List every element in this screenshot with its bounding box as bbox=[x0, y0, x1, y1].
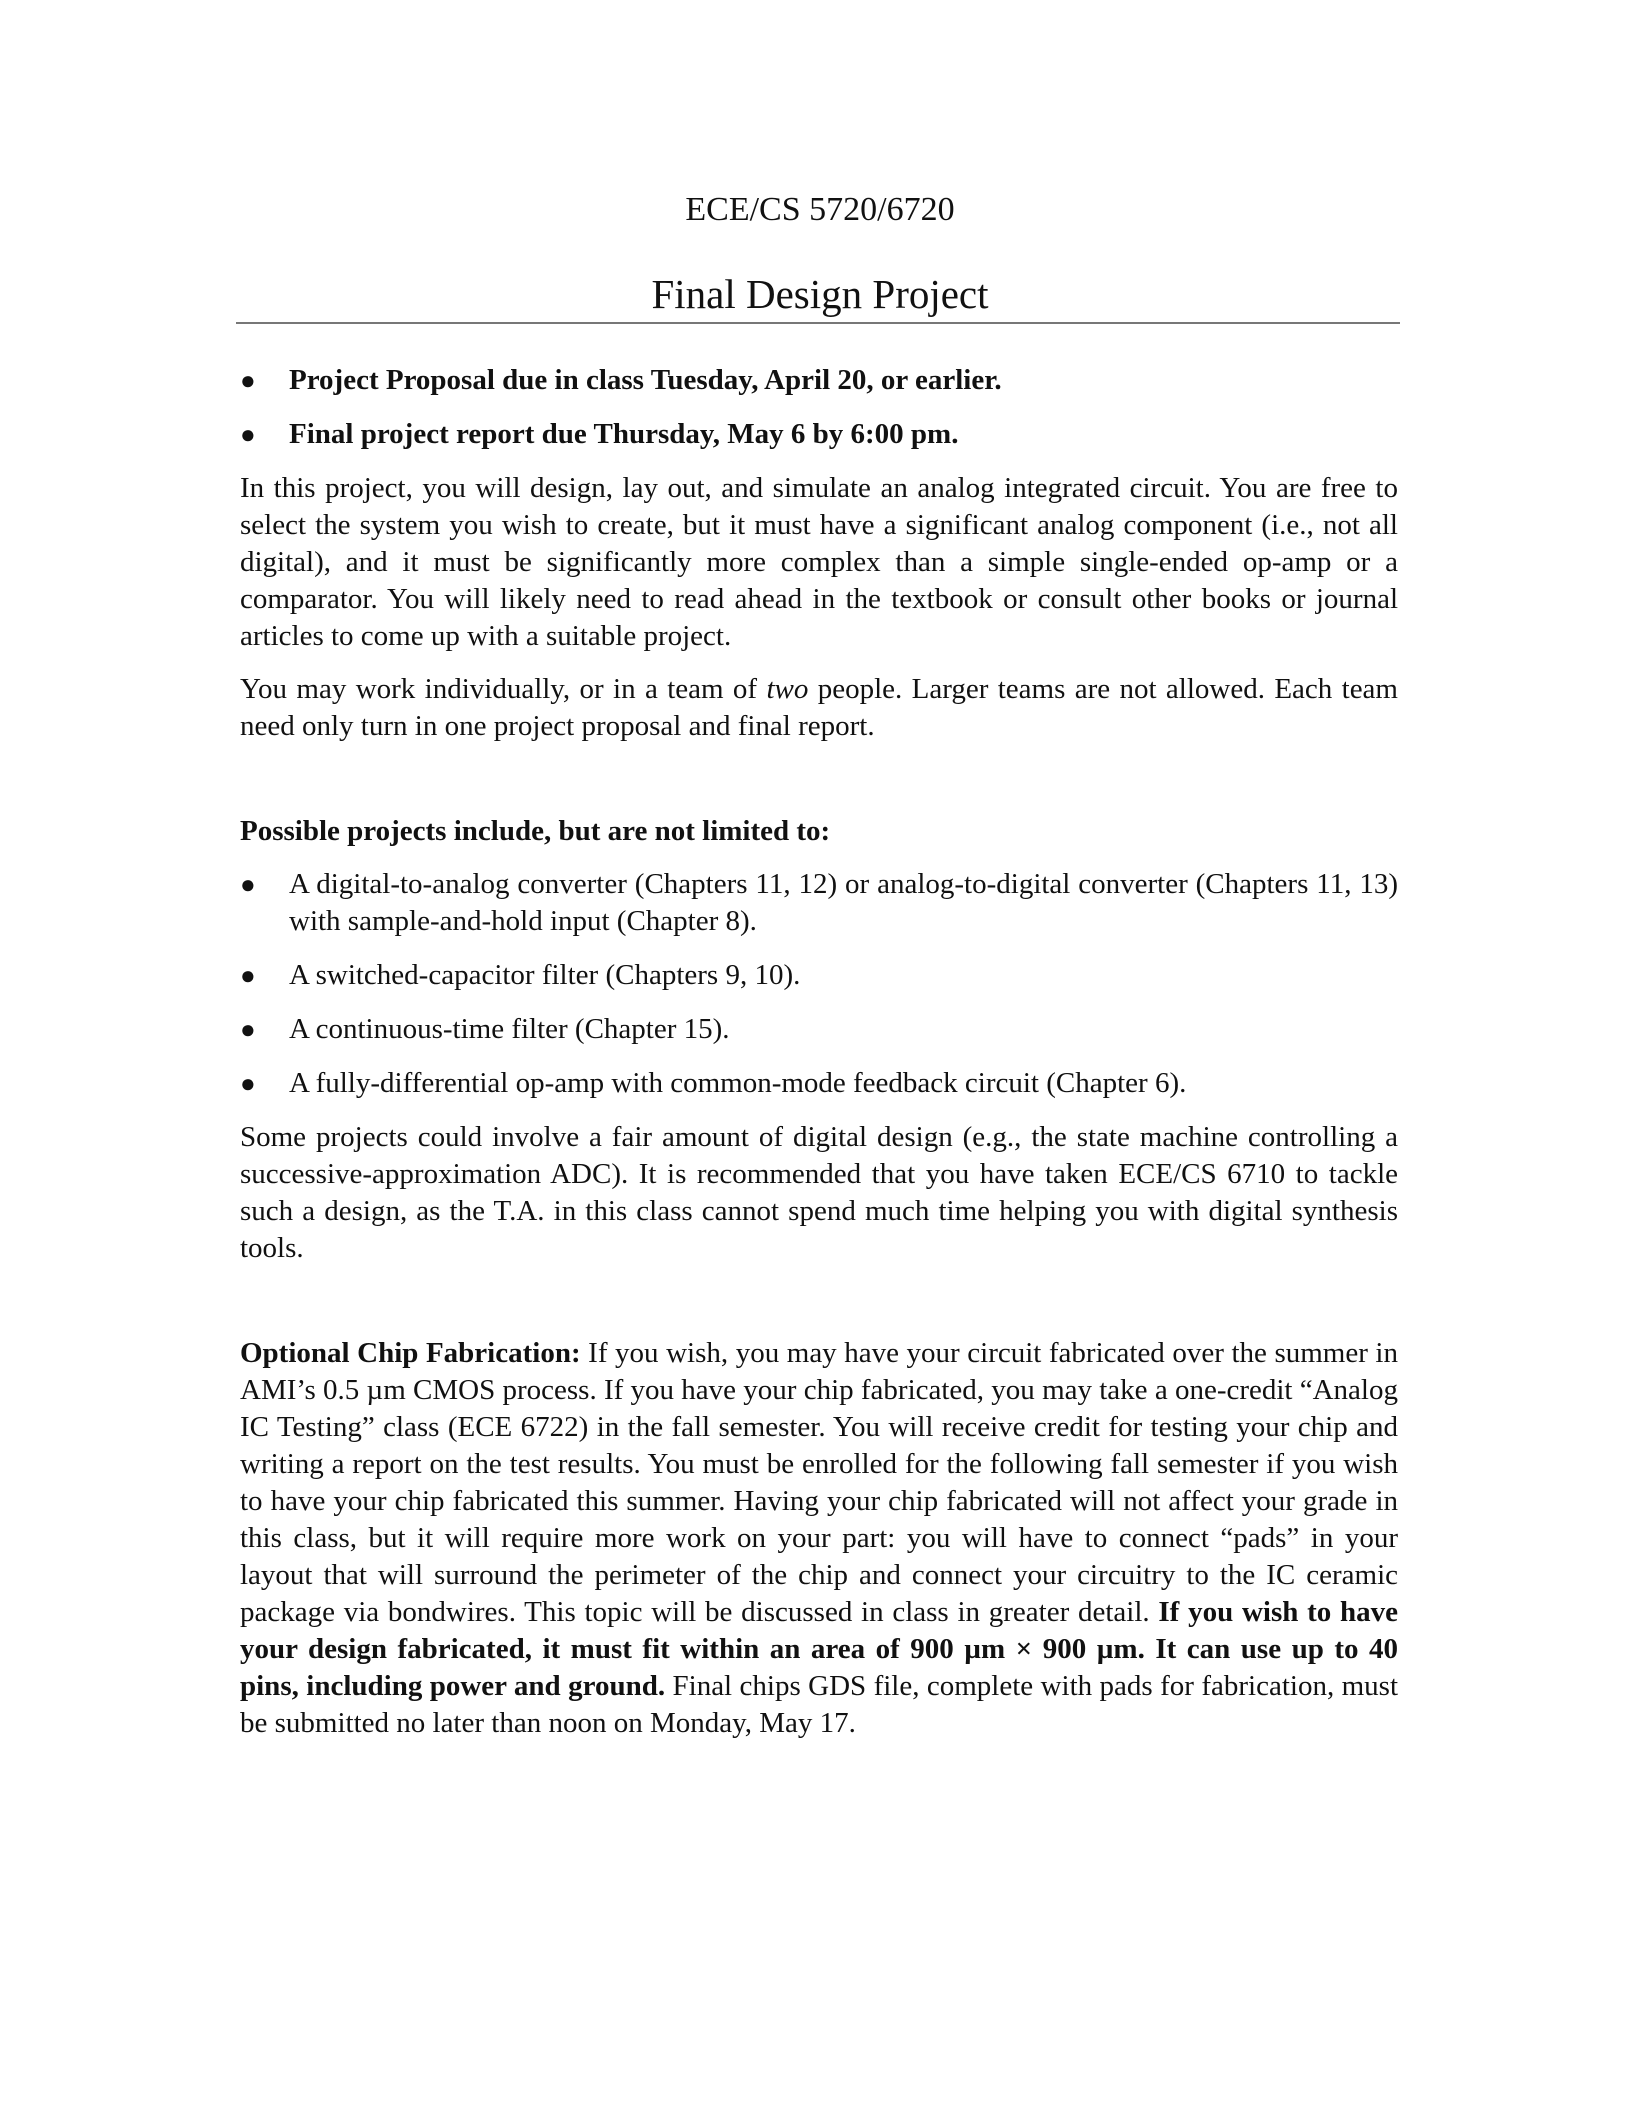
project-item bbox=[240, 1065, 1398, 1102]
project-item bbox=[240, 957, 1398, 994]
document-body bbox=[240, 362, 1398, 1742]
deadline-text: Final project report due Thursday, May 6 by 6:00 pm. bbox=[289, 418, 959, 450]
deadline-list bbox=[240, 362, 1398, 453]
projects-heading: Possible projects include, but are not limited to: bbox=[240, 815, 831, 847]
fabrication-text: If you wish, you may have your circuit fabricated over the summer in AMI’s 0.5 µm CMOS process. If you have your chip fabricated, you may take a one-credit “Analog IC Testing” class (ECE 6722) in the fall semester. You will receive credit for testing your chip and writing a report on the test results. You must be enrolled for the following fall semester if you wish to have your chip fabricated this summer. Having your chip fabricated will not affect your grade in this class, but it will require more work on your part: you will have to connect “pads” in your layout that will surround the perimeter of the chip and connect your circuitry to the IC ceramic package via bondwires. This topic will be discussed in class in greater detail. bbox=[240, 1337, 1398, 1628]
page-title: Final Design Project bbox=[651, 271, 989, 317]
bullet-icon: ● bbox=[240, 1015, 256, 1044]
fabrication-heading: Optional Chip Fabrication: bbox=[240, 1337, 581, 1369]
team-paragraph bbox=[240, 671, 1398, 745]
deadline-item bbox=[240, 362, 1398, 399]
deadline-text: Project Proposal due in class Tuesday, April 20, or earlier. bbox=[289, 364, 1002, 396]
project-text: A fully-differential op-amp with common-mode feedback circuit (Chapter 6). bbox=[289, 1067, 1187, 1099]
team-emphasis: two bbox=[766, 673, 809, 705]
title-divider bbox=[236, 322, 1400, 324]
project-text: A switched-capacitor filter (Chapters 9, 10). bbox=[289, 959, 801, 991]
fabrication-deadline: Final chips GDS file, complete with pads for fabrication, must be submitted no later than noon on Monday, May 17. bbox=[240, 1670, 1399, 1739]
fabrication-requirements: If you wish to have your design fabricated, it must fit within an area of 900 µm × 900 µm. It can use up to 40 pins, including power and ground. bbox=[240, 1596, 1398, 1702]
projects-list bbox=[240, 866, 1398, 1102]
bullet-icon: ● bbox=[240, 366, 256, 395]
bullet-icon: ● bbox=[240, 420, 256, 449]
bullet-icon: ● bbox=[240, 1069, 256, 1098]
course-title: ECE/CS 5720/6720 bbox=[685, 191, 955, 228]
intro-paragraph: In this project, you will design, lay out, and simulate an analog integrated circuit. You are free to select the system you wish to create, but it must have a significant analog component (i.e., not all digital), and it must be significantly more complex than a simple single-ended op-amp or a comparator. You will likely need to read ahead in the textbook or consult other books or journal articles to come up with a suitable project. bbox=[240, 472, 1398, 652]
deadline-item bbox=[240, 416, 1398, 453]
bullet-icon: ● bbox=[240, 961, 256, 990]
project-item bbox=[240, 1011, 1398, 1048]
bullet-icon: ● bbox=[240, 870, 256, 899]
digital-design-paragraph: Some projects could involve a fair amount of digital design (e.g., the state machine controlling a successive-approximation ADC). It is recommended that you have taken ECE/CS 6710 to tackle such a design, as the T.A. in this class cannot spend much time helping you with digital synthesis tools. bbox=[240, 1121, 1398, 1264]
fabrication-paragraph bbox=[240, 1335, 1398, 1742]
project-item bbox=[240, 866, 1398, 940]
team-text-before: You may work individually, or in a team of bbox=[240, 673, 767, 705]
project-text: A digital-to-analog converter (Chapters 11, 12) or analog-to-digital converter (Chapters 11, 13) with sample-and-hold input (Chapter 8). bbox=[289, 868, 1398, 937]
project-text: A continuous-time filter (Chapter 15). bbox=[289, 1013, 730, 1045]
team-text-after: people. Larger teams are not allowed. Each team need only turn in one project proposal and final report. bbox=[240, 673, 1398, 742]
